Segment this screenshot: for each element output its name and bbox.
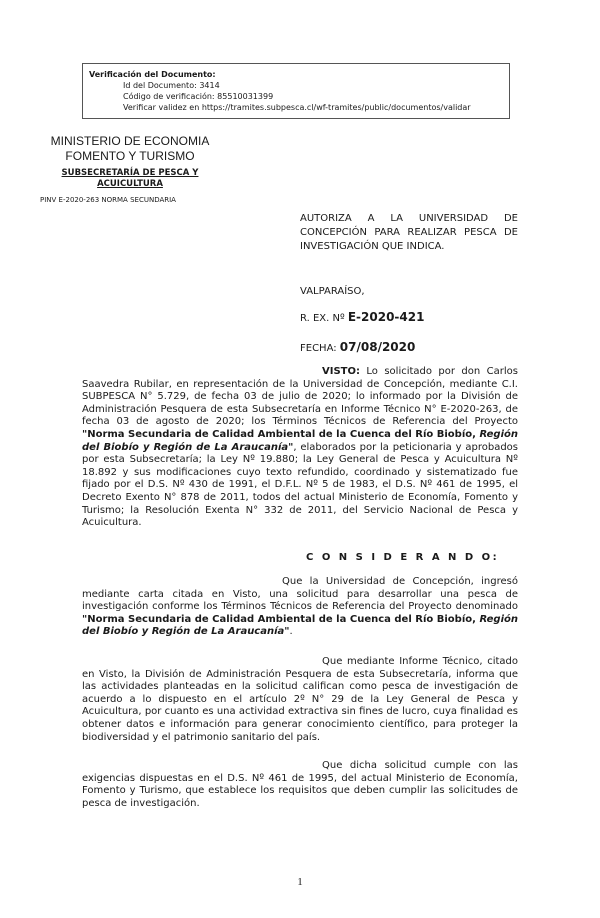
visto-label: VISTO: [322,366,360,377]
p3-text: Que dicha solicitud cumple con las exigencias dispuestas en el D.S. Nº 461 de 1995, del actual Ministerio de Economía, Fomento y Turismo, que establece los requisitos que deben cumplir las solicitudes de pesca de investigación. [82,760,518,809]
p1-end: . [289,626,293,638]
verification-url[interactable]: • Verificar validez en https://tramites.subpesca.cl/wf-tramites/public/documentos/validar [123,102,503,113]
resolution-label: R. EX. Nº [300,313,345,324]
ministry-line-2: FOMENTO Y TURISMO [65,149,195,163]
p1-text: Que la Universidad de Concepción, ingresó mediante carta citada en Visto, una solicitud para desarrollar una pesca de investigación conforme los Términos Técnicos de Referencia del Proyecto denominado [82,576,518,613]
visto-paragraph [82,366,518,530]
resolution-date [300,340,415,354]
considerando-title: C O N S I D E R A N D O: [306,552,500,563]
resolution-number [300,310,424,324]
date-value: 07/08/2020 [339,340,416,354]
p1-project-bold: "Norma Secundaria de Calidad Ambiental de la Cuenca del Río Biobío, [82,613,480,625]
p1-project-italic: Región del Biobío y Región de La Araucanía" [82,613,518,638]
considerando-paragraph-2 [82,656,518,744]
visto-text-b: , elaborados por la peticionaria y aprobados por esta Subsecretaría; la Ley Nº 19.880; la Ley General de Pesca y Acuicultura Nº 18.892 y sus modificaciones cuyo texto refundido, coordinado y sistematizado fue fijado por el D.S. Nº 430 de 1991, el D.F.L. Nº 5 de 1983, el D.S. Nº 461 de 1995, el Decreto Exento N° 878 de 2011, todos del actual Ministerio de Economía, Fomento y Turismo; la Resolución Exenta N° 332 de 2011, del Servicio Nacional de Pesca y Acuicultura. [82,441,518,529]
considerando-paragraph-3 [82,760,518,810]
subsecretaria-heading: SUBSECRETARÍA DE PESCA Y ACUICULTURA [61,168,199,189]
resolution-title: AUTORIZA A LA UNIVERSIDAD DE CONCEPCIÓN PARA REALIZAR PESCA DE INVESTIGACIÓN QUE INDICA. [300,213,518,252]
page-number: 1 [297,876,303,888]
visto-text-a: Lo solicitado por don Carlos Saavedra Rubilar, en representación de la Universidad de Concepción, mediante C.I. SUBPESCA N° 5.729, de fecha 03 de julio de 2020; lo informado por la División de Administración Pesquera de esta Subsecretaría en Informe Técnico N° E-2020-263, de fecha 03 de agosto de 2020; los Términos Técnicos de Referencia del Proyecto [82,366,518,428]
ministry-line-1: MINISTERIO DE ECONOMIA [50,134,210,148]
visto-project-bold: "Norma Secundaria de Calidad Ambiental de la Cuenca del Río Biobío, [82,428,480,440]
resolution-value: E-2020-421 [347,310,425,324]
ministry-heading [40,134,220,164]
considerando-paragraph-1 [82,576,518,639]
city-line: VALPARAÍSO, [300,286,365,297]
verification-code: • Código de verificación: 85510031399 [123,91,503,102]
document-reference: PINV E-2020-263 NORMA SECUNDARIA [40,196,176,204]
verification-doc-id: • Id del Documento: 3414 [123,80,503,91]
p2-text: Que mediante Informe Técnico, citado en Visto, la División de Administración Pesquera de esta Subsecretaría, informa que las actividades planteadas en la solicitud califican como pesca de investigación de acuerdo a lo dispuesto en el artículo 2º N° 29 de la Ley General de Pesca y Acuicultura, por cuanto es una actividad extractiva sin fines de lucro, cuya finalidad es obtener datos e información para generar conocimiento científico, para proteger la biodiversidad y el patrimonio sanitario del país. [82,656,518,743]
verification-box [82,63,510,119]
verification-list [89,80,503,113]
date-label: FECHA: [300,343,337,354]
visto-project-italic: Región del Biobío y Región de La Araucanía" [82,428,518,453]
verification-title: Verificación del Documento: [89,70,216,79]
